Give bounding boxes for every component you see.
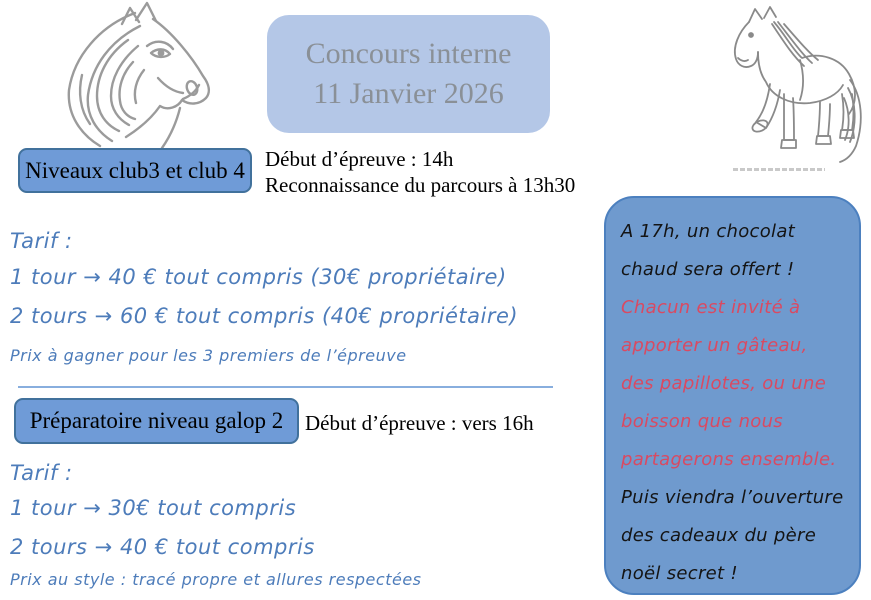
section1-start-info xyxy=(265,146,575,198)
section2-start-info xyxy=(305,410,534,436)
title-box xyxy=(267,15,550,133)
side-note-intro: A 17h, un chocolat chaud sera offert ! xyxy=(621,221,796,280)
title-line2: 11 Janvier 2026 xyxy=(313,77,504,110)
pony-icon xyxy=(692,2,868,164)
section1-note: Prix à gagner pour les 3 premiers de l’épreuve xyxy=(10,346,407,365)
side-note-box xyxy=(604,196,861,595)
section2-price-line-1: 1 tour → 30€ tout compris xyxy=(10,496,297,520)
section1-start-line2: Reconnaissance du parcours à 13h30 xyxy=(265,173,576,197)
watermark-text xyxy=(733,168,825,171)
title-line1: Concours interne xyxy=(305,36,512,70)
section2-note: Prix au style : tracé propre et allures respectées xyxy=(10,570,422,589)
side-note-invitation: Chacun est invité à apporter un gâteau, des papillotes, ou une boisson que nous partagerons ensemble. xyxy=(621,297,837,470)
section1-tarif-heading: Tarif : xyxy=(10,229,73,253)
page-title xyxy=(306,34,512,115)
section2-level-label xyxy=(14,398,299,444)
section1-start-line1: Début d’épreuve : 14h xyxy=(265,147,454,171)
section1-level-text: Niveaux club3 et club 4 xyxy=(25,157,245,183)
section2-start-line1: Début d’épreuve : vers 16h xyxy=(305,411,534,435)
section1-level-label xyxy=(18,148,252,193)
section-divider xyxy=(18,386,553,388)
section2-tarif-heading: Tarif : xyxy=(10,461,73,485)
section1-price-line-1: 1 tour → 40 € tout compris (30€ propriétaire) xyxy=(10,265,507,289)
section2-level-text: Préparatoire niveau galop 2 xyxy=(29,408,284,433)
horse-head-icon xyxy=(40,0,220,150)
section1-price-line-2: 2 tours → 60 € tout compris (40€ propriétaire) xyxy=(10,304,519,328)
side-note-outro: Puis viendra l’ouverture des cadeaux du père noël secret ! xyxy=(621,487,844,584)
section2-price-line-2: 2 tours → 40 € tout compris xyxy=(10,535,315,559)
